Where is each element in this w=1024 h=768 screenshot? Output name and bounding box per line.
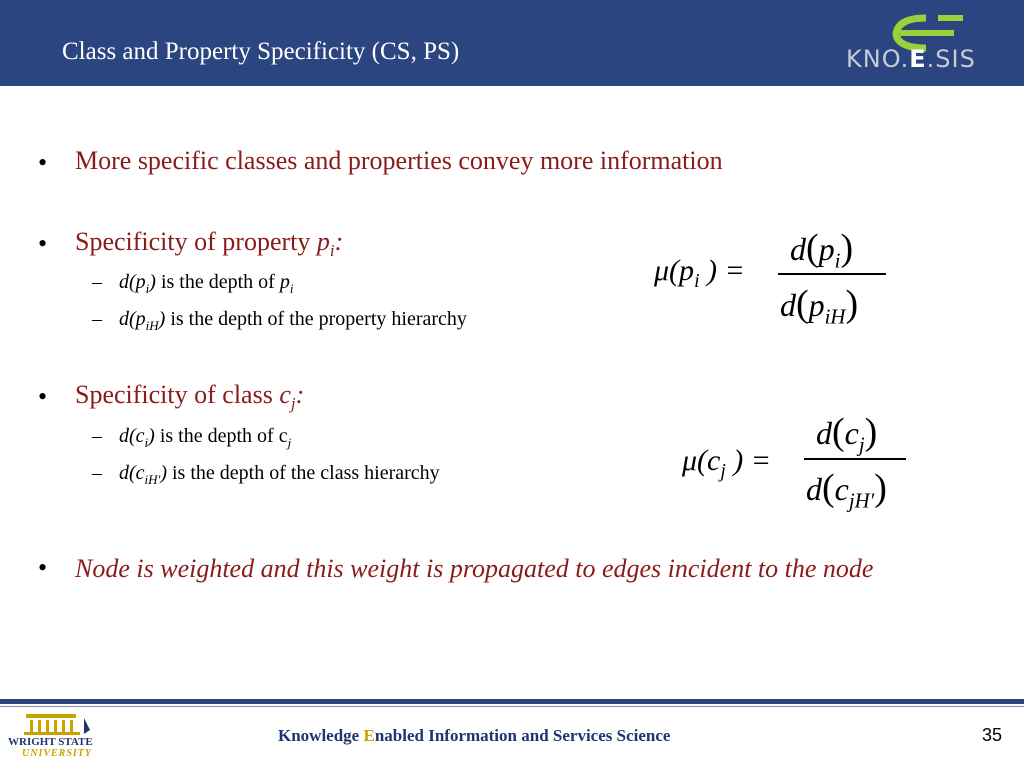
footer-divider xyxy=(0,699,1024,704)
formula-class-numerator: $d(c_j)$ xyxy=(816,411,878,457)
sub-bullet-class-depth: $d(c_i)$ is the depth of $c_j$ xyxy=(119,425,292,450)
sub-bullet-marker: – xyxy=(92,425,102,447)
wright-state-name: WRIGHT STATE xyxy=(8,736,93,748)
knoesis-logo-text: KNO.E.SIS xyxy=(846,45,976,73)
formula-class-fraction-bar xyxy=(804,458,906,460)
formula-class-denominator: $d(c_{jH'})$ xyxy=(806,467,887,513)
sub-bullet-property-hierarchy: $d(p_{iH})$ is the depth of the property hierarchy xyxy=(119,308,467,333)
formula-property-denominator: $d(p_{iH})$ xyxy=(780,283,859,329)
sub-bullet-property-depth: $d(p_i)$ is the depth of $p_i$ xyxy=(119,271,294,296)
formula-property-numerator: $d(p_i)$ xyxy=(790,227,854,273)
sub-bullet-marker: – xyxy=(92,308,102,330)
bullet-more-specific: More specific classes and properties convey more information xyxy=(75,146,723,175)
sub-bullet-class-hierarchy: $d(c_{iH'})$ is the depth of the class hierarchy xyxy=(119,462,440,487)
formula-property-lhs: $\mu(p_i$ ) = xyxy=(654,254,745,292)
bullet-property-specificity: Specificity of property $p_i$: xyxy=(75,227,344,261)
sub-bullet-marker: – xyxy=(92,271,102,293)
wright-state-university: UNIVERSITY xyxy=(22,748,93,759)
sub-bullet-marker: – xyxy=(92,462,102,484)
page-number: 35 xyxy=(982,725,1003,745)
bullet-marker: • xyxy=(38,148,48,177)
formula-property-fraction-bar xyxy=(778,273,886,275)
slide-title: Class and Property Specificity (CS, PS) xyxy=(62,38,460,65)
formula-class-lhs: $\mu(c_j$ ) = xyxy=(682,444,772,482)
bullet-marker: • xyxy=(38,382,48,411)
bullet-marker: • xyxy=(38,553,48,582)
bullet-marker: • xyxy=(38,229,48,258)
footer-divider-thin xyxy=(0,706,1024,707)
bullet-class-specificity: Specificity of class $c_j$: xyxy=(75,380,305,414)
bullet-node-weighted: Node is weighted and this weight is propagated to edges incident to the node xyxy=(75,554,874,583)
footer-tagline: Knowledge Enabled Information and Services Science xyxy=(278,726,671,745)
